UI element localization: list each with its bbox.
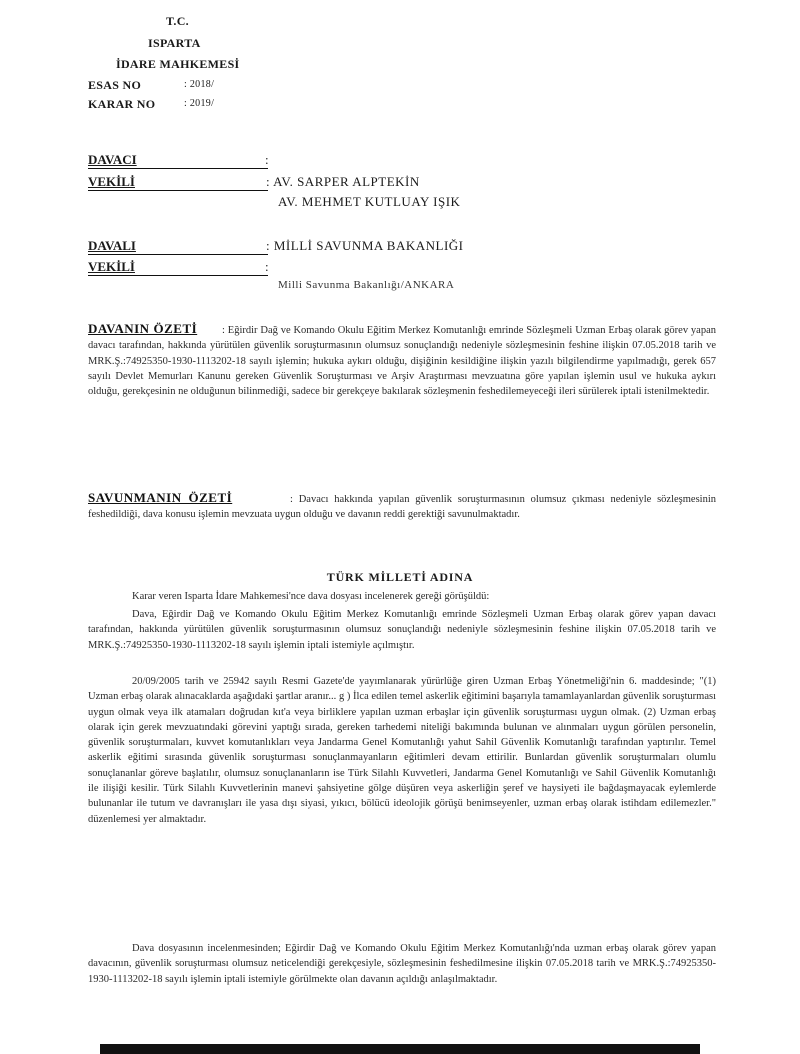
vekili-value-2: AV. MEHMET KUTLUAY IŞIK: [278, 194, 461, 209]
header-court: İDARE MAHKEMESİ: [116, 57, 240, 71]
davali-value: : MİLLİ SAVUNMA BAKANLIĞI: [266, 238, 464, 253]
karar-label: KARAR NO: [88, 97, 156, 111]
vekili-label-2: VEKİLİ: [88, 259, 268, 276]
savunmanin-ozeti-text: : Davacı hakkında yapılan güvenlik soruşturmasının olumsuz çıkması nedeniyle sözleşmesinin feshedildiği, dava konusu işlemin mevzuata uygun olduğu ve davanın reddi gerektiği savunulmaktadır.: [88, 494, 716, 521]
page-bottom-divider: [100, 1044, 700, 1054]
esas-value: : 2018/: [184, 79, 215, 90]
esas-label: ESAS NO: [88, 78, 142, 92]
davanin-ozeti-paragraph: [88, 321, 716, 399]
davali-address: Milli Savunma Bakanlığı/ANKARA: [278, 279, 455, 291]
davanin-ozeti-text: : Eğirdir Dağ ve Komando Okulu Eğitim Merkez Komutanlığı emrinde Sözleşmeli Uzman Erbaş olarak görev yapan davacı tarafından, hakkında yürütülen güvenlik soruşturmasının olumsuz sonuçlandığı nedeniyle sözleşmesinin feshine ilişkin 07.05.2018 tarih ve MRK.Ş.:74925350-1930-1113202-18 sayılı işlemin; hukuka aykırı olduğu, dişiğinin kesildiğine ilişkin yazılı bilgilendirme yapılmadığı, gerek 657 sayılı Devlet Memurları Kanunu gereken Güvenlik Soruşturması ve Arşiv Araştırması mevzuatına göre yapılan işlemin usul ve hukuka aykırı olduğu, gerekçesinin ne olduğunun bilinmediği, sadece bir gerekçeye bakılarak sözleşmenin feshedilemeyeceği ileri sürülerek iptali istenilmektedir.: [88, 325, 716, 398]
davanin-ozeti-label: DAVANIN ÖZETİ: [88, 321, 198, 336]
decision-title: TÜRK MİLLETİ ADINA: [326, 570, 474, 584]
decision-paragraph-1: Karar veren Isparta İdare Mahkemesi'nce dava dosyası incelenerek gereği görüşüldü:: [132, 591, 490, 602]
savunmanin-ozeti-label: SAVUNMANIN ÖZETİ: [88, 490, 233, 505]
karar-value: : 2019/: [184, 98, 215, 109]
vekili-label-1: VEKİLİ: [88, 174, 268, 191]
davaci-label: DAVACI: [88, 152, 268, 169]
decision-paragraph-4: Dava dosyasının incelenmesinden; Eğirdir Dağ ve Komando Okulu Eğitim Merkez Komutanlığı'nda uzman erbaş olarak görev yapan davacının, güvenlik soruşturması olumsuz neticelendiği gerekçesiyle, sözleşmesinin feshedilmesine ilişkin 07.05.2018 tarih ve MRK.Ş.:74925350-1930-1113202-18 sayılı işlemin iptali istemiyle görülmekte olan davanın açıldığı anlaşılmaktadır.: [88, 943, 716, 985]
vekili-colon-2: :: [265, 259, 269, 274]
savunmanin-ozeti-paragraph: [88, 490, 716, 523]
davaci-colon: :: [265, 152, 269, 167]
header-city: ISPARTA: [148, 36, 201, 50]
decision-paragraph-2: Dava, Eğirdir Dağ ve Komando Okulu Eğitim Merkez Komutanlığı emrinde Sözleşmeli Uzman Erbaş olarak görev yapan davacı tarafından, hakkında yürütülen güvenlik soruşturmasının olumsuz sonuçlandığı nedeniyle sözleşmesinin feshine ilişkin 07.05.2018 tarih ve MRK.Ş.:74925350-1930-1113202-18 sayılı işlemin iptali istemiyle açılmıştır.: [88, 609, 716, 651]
davali-label: DAVALI: [88, 238, 268, 255]
vekili-value-1: : AV. SARPER ALPTEKİN: [266, 174, 420, 189]
header-tc: T.C.: [166, 14, 189, 28]
decision-paragraph-3: 20/09/2005 tarih ve 25942 sayılı Resmi Gazete'de yayımlanarak yürürlüğe giren Uzman Erbaş Yönetmeliği'nin 6. maddesinde; "(1) Uzman erbaş olarak alınacaklarda aşağıdaki şartlar aranır... g ) İlca edilen temel askerlik eğitimini başarıyla tamamlayanlardan güvenlik soruşturması uygun olmak veya ilk atamaları doğrudan kıt'a veya birliklere yapılan uzman erbaşlar için güvenlik soruşturması uygun olmak. (2) Uzman erbaş olarak için gerek mevzuatındaki görevini yaptığı sırada, gereken tarhedemi niteliği bakımında bulunan ve alınmaları uygun görülen personelin, güvenlik soruşturmaları, kuvvet komutanlıkları veya Jandarma Genel Komutanlığı yahut Sahil Güvenlik Komutanlığı tarafından yaptırılır. Temel askerlik eğitimi sırasında güvenlik soruşturması sonuçlanmayanların eğitimleri devam ettirilir. Bunlardan güvenlik soruşturmaları olumlu sonuçlananlar göreve başlatılır, olumsuz sonuçlananların ise Türk Silahlı Kuvvetleri, Jandarma Genel Komutanlığı ve Sahil Güvenlik Komutanlığı ile ilişiği kesilir. Türk Silahlı Kuvvetlerinin manevi şahsiyetine gölge düşüren veya askerliğin şeref ve haysiyeti ile bağdaşmayacak eylemlerde bulunanlar ile tutum ve davranışları ile yasa dışı siyasi, yıkıcı, bölücü ideolojik görüşü benimseyenler, uzman erbaş olarak istihdam edilemezler." düzenlemesi yer almaktadır.: [88, 676, 716, 825]
